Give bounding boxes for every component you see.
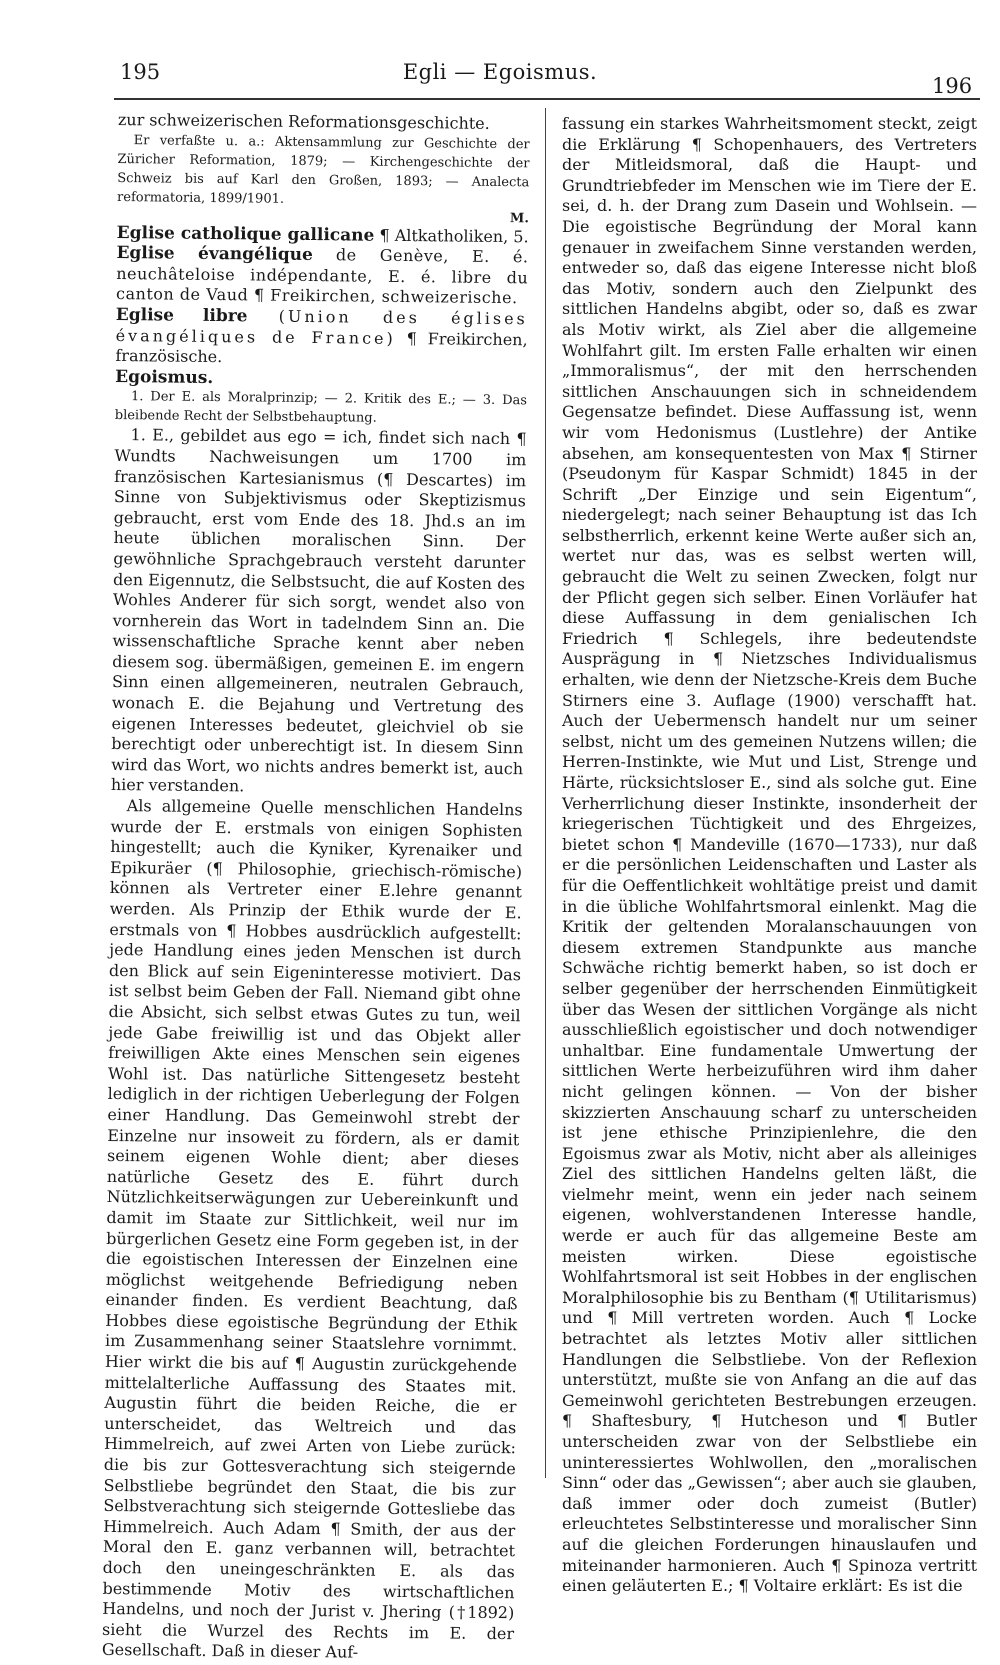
entry-crossref: de Genève, E. é. neuchâteloise indépendante, E. é. libre du canton de Vaud ¶ Freikirchen, schweizerische. [115, 245, 529, 308]
entry-eglise-libre [115, 305, 528, 371]
paragraph: Als allgemeine Quelle menschlichen Handelns wurde der E. erstmals von einigen Sophisten hingestellt; auch die Kyniker, Kyrenaiker und Epikuräer (¶ Philosophie, griechisch-römische) können als Vertreter einer E.lehre genannt werden. Als Prinzip der Ethik wurde der E. erstmals von ¶ Hobbes ausdrücklich aufgestellt: jede Handlung eines jeden Menschen ist durch den Blick auf sein Eigeninteresse motiviert. Das ist selbst beim Geben der Fall. Niemand gibt ohne die Absicht, sich selbst etwas Gutes zu tun, weil jede Gabe freiwillig ist und das Objekt aller freiwilligen Akte eines Menschen sein eigenes Wohl ist. Das natürliche Sittengesetz besteht lediglich in der richtigen Ueberlegung der Folgen einer Handlung. Das Gemeinwohl strebt der Einzelne nur insoweit zu fördern, als er damit seinem eigenen Wohle dient; aber dieses natürliche Gesetz des E. führt durch Nützlichkeitserwägungen zur Uebereinkunft und damit im Staate zur Sittlichkeit, weil nur im bürgerlichen Gesetz eine Form gegeben ist, in der die egoistischen Interessen der Einzelnen eine möglichst weitgehende Befriedigung neben einander finden. Es verdient Beachtung, daß Hobbes diese egoistische Begründung der Ethik im Zusammenhang seiner Staatslehre vornimmt. Hier wirkt die bis auf ¶ Augustin zurückgehende mittelalterliche Auffassung des Staates mit. Augustin führt die beiden Reiche, die er unterscheidet, das Weltreich und das Himmelreich, auf zwei Arten von Liebe zurück: die bis zur Gottesverachtung sich steigernde Selbstliebe begründet den Staat, die bis zur Selbstverachtung sich steigernde Gottesliebe das Himmelreich. Auch Adam ¶ Smith, der aus der Moral den E. ganz verbannen will, betrachtet doch den uneingeschränkten E. als das bestimmende Motiv des wirtschaftlichen Handelns, und noch der Jurist v. Jhering (†1892) sieht die Wurzel des Rechts im E. der Gesellschaft. Daß in dieser Auf- [101, 796, 523, 1662]
entry-heading: Eglise libre [115, 304, 248, 327]
right-column [562, 114, 977, 1597]
entry-eglise-evangelique [116, 243, 529, 309]
entry-subtitle: (Union des églises évangéliques de France) [115, 306, 528, 348]
paragraph: 1. E., gebildet aus ego = ich, findet sich nach ¶ Wundts Nachweisungen um 1700 im französischen Kartesianismus (¶ Descartes) im Sinne von Subjektivismus oder Skeptizismus gebraucht, erst vom Ende des 18. Jhd.s an im heute üblichen moralischen Sinn. Der gewöhnliche Sprachgebrauch versteht darunter den Eigennutz, die Selbstsucht, die auf Kosten des Wohles Anderer für sich sorgt, wendet also von vornherein das Wort in tadelndem Sinn an. Die wissenschaftliche Sprache kennt aber neben diesem sog. übermäßigen, gemeinen E. im engern Sinn einen allgemeineren, neutralen Gebrauch, wonach E. die Bejahung und Vertretung des eigenen Interesses bedeutet, gleichviel ob sie berechtigt oder unberechtigt ist. In diesem Sinn wird das Wort, wo nichts andres bemerkt ist, auch hier verstanden. [110, 425, 527, 796]
table-of-contents: 1. Der E. als Moralprinzip; — 2. Kritik des E.; — 3. Das bleibende Recht der Selbstbehauptung. [114, 389, 528, 427]
author-signature: M. [509, 210, 529, 226]
left-column [102, 110, 530, 1665]
paragraph: zur schweizerischen Reformationsgeschichte. [117, 110, 490, 133]
entry-heading: Eglise évangélique [116, 243, 313, 266]
running-header [0, 0, 1000, 110]
entry-crossref: ¶ Altkatholiken, 5. [374, 225, 529, 246]
column-divider [545, 108, 546, 1478]
page-number-left: 195 [120, 60, 161, 84]
header-rule [114, 98, 980, 100]
entry-crossref: ¶ Freikirchen, französische. [115, 328, 528, 367]
running-title: Egli — Egoismus. [402, 60, 598, 84]
entry-heading-egoismus: Egoismus. [115, 366, 214, 388]
bibliography-note: Er verfaßte u. a.: Aktensammlung zur Geschichte der Züricher Reformation, 1879; — Kirchengeschichte der Schweiz bis auf Karl den Großen, 1893; — Analecta reformatoria, 1899/1901. [117, 132, 530, 207]
entry-heading: Eglise catholique gallicane [116, 222, 375, 246]
paragraph: fassung ein starkes Wahrheitsmoment steckt, zeigt die Erklärung ¶ Schopenhauers, des Vertreters der Mitleidsmoral, daß die Haupt- und Grundtriebfeder im Menschen wie im Tiere der E. sei, d. h. der Drang zum Dasein und Wohlsein. — Die egoistische Begründung der Moral kann genauer in zweifachem Sinne verstanden werden, entweder so, daß das eigene Interesse nicht bloß das Motiv, sondern auch den Zielpunkt des sittlichen Handelns abgibt, oder so, daß es zwar als Motiv wirkt, als Ziel aber die allgemeine Wohlfahrt gilt. Im ersten Falle erhalten wir einen „Immoralismus“, der mit den herrschenden sittlichen Anschauungen sich in schneidendem Gegensatze befindet. Diese Auffassung ist, wenn wir vom Hedonismus (Lustlehre) der Antike absehen, am konsequentesten von Max ¶ Stirner (Pseudonym für Kaspar Schmidt) 1845 in der Schrift „Der Einzige und sein Eigentum“, niedergelegt; nach seiner Behauptung ist das Ich selbstherrlich, erkennt keine Werte außer sich an, wertet nur das, was es selbst werten will, gebraucht die Welt zu seinen Zwecken, folgt nur der Pflicht gegen sich selber. Einen Vorläufer hat diese Auffassung in dem genialischen Ich Friedrich ¶ Schlegels, ihre bedeutendste Ausprägung in ¶ Nietzsches Individualismus erhalten, wie denn der Nietzsche-Kreis dem Buche Stirners eine 3. Auflage (1900) verschafft hat. Auch der Uebermensch handelt nur um seiner selbst, nicht um des gemeinen Nutzens willen; die Herren-Instinkte, wie Mut und List, Strenge und Härte, rücksichtsloser E., sind als solche gut. Eine Verherrlichung dieser Instinkte, insonderheit der kriegerischen Tüchtigkeit und des Ehrgeizes, bietet schon ¶ Mandeville (1670—1733), nur daß er die persönlichen Leidenschaften und Laster als für die Oeffentlichkeit wohltätige preist und damit in die übliche Wohlfahrtsmoral einlenkt. Mag die Kritik der geltenden Moralanschauungen von diesem extremen Standpunkte aus manche Schwäche richtig bemerkt haben, so ist doch er selber gegenüber der herrschenden Einmütigkeit über das Wesen der sittlichen Vorgänge als nicht ausschließlich egoistischer und doch notwendiger unhaltbar. Eine fundamentale Umwertung der sittlichen Werte herbeizuführen wird ihm daher nicht gelingen können. — Von der bisher skizzierten Anschauung scharf zu unterscheiden ist jene ethische Prinzipienlehre, die den Egoismus zwar als Motiv, nicht aber als alleiniges Ziel des sittlichen Handelns gelten läßt, die vielmehr meint, wenn ein jeder nach seinem eigenen, wohlverstandenen Interesse handle, werde er auch für das allgemeine Beste am meisten wirken. Diese egoistische Wohlfahrtsmoral ist seit Hobbes in der englischen Moralphilosophie bis zu Bentham (¶ Utilitarismus) und ¶ Mill vertreten worden. Auch ¶ Locke betrachtet als letztes Motiv aller sittlichen Handlungen die Selbstliebe. Von der Reflexion unterstützt, mußte sie von Anfang an die auf das Gemeinwohl gerichteten Bestrebungen erzeugen. ¶ Shaftesbury, ¶ Hutcheson und ¶ Butler unterscheiden zwar von der Selbstliebe ein uninteressiertes Wohlwollen, den „moralischen Sinn“ oder das „Gewissen“; aber auch sie glauben, daß immer oder doch zumeist (Butler) erleuchtetes Selbstinteresse und moralischer Sinn auf die gleichen Forderungen hinauslaufen und miteinander harmonieren. Auch ¶ Spinoza vertritt einen geläuterten E.; ¶ Voltaire erklärt: Es ist die [562, 114, 977, 1596]
page-number-right: 196 [932, 74, 973, 98]
